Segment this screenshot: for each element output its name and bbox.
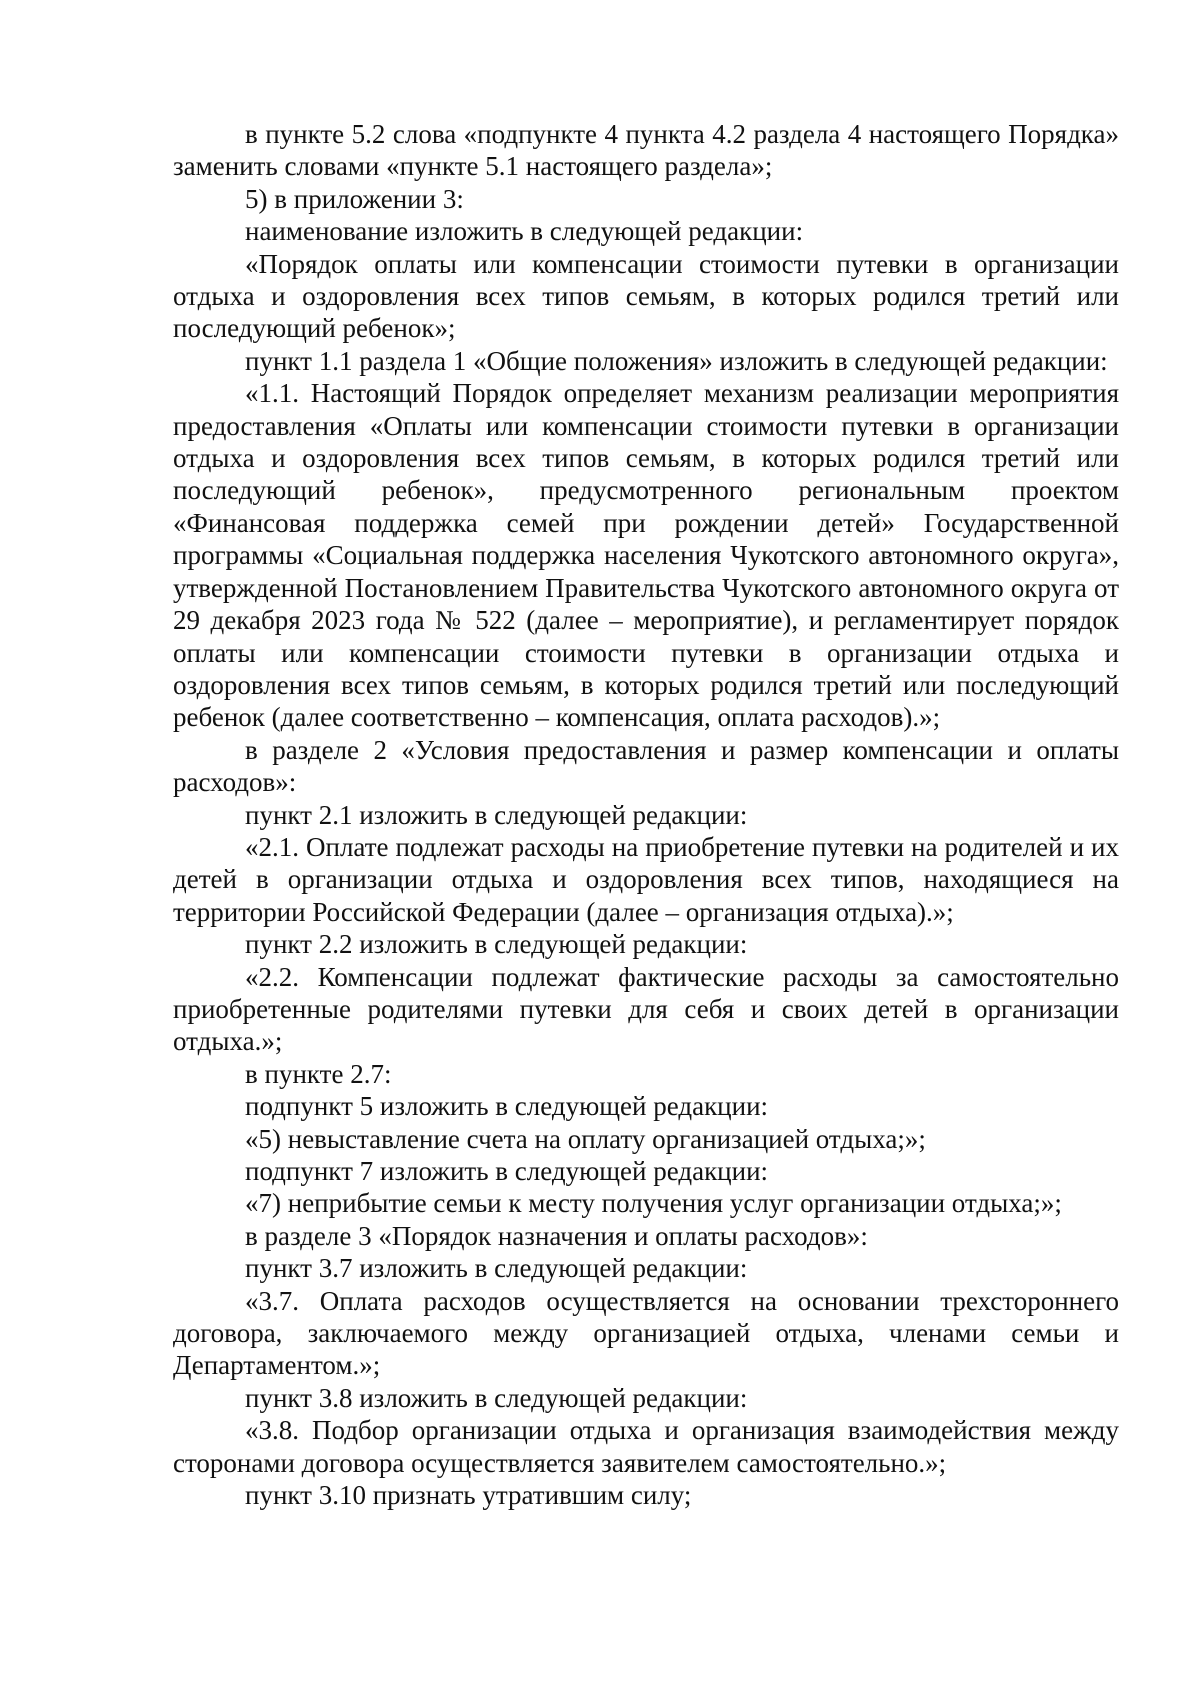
paragraph-21: «3.8. Подбор организации отдыха и организация взаимодействия между сторонами договора осуществляется заявителем самостоятельно.»; <box>173 1415 1119 1478</box>
paragraph-19: «3.7. Оплата расходов осуществляется на основании трехстороннего договора, заключаемого между организацией отдыха, членами семьи и Департаментом.»; <box>173 1285 1119 1381</box>
paragraph-8: пункт 2.1 изложить в следующей редакции: <box>245 799 748 830</box>
paragraph-14: «5) невыставление счета на оплату организацией отдыха;»; <box>245 1123 926 1154</box>
paragraph-4: «Порядок оплаты или компенсации стоимости путевки в организации отдыха и оздоровления всех типов семьям, в которых родился третий или последующий ребенок»; <box>173 248 1119 344</box>
paragraph-10: пункт 2.2 изложить в следующей редакции: <box>245 929 748 960</box>
paragraph-1: в пункте 5.2 слова «подпункте 4 пункта 4.2 раздела 4 настоящего Порядка» заменить словами «пункте 5.1 настоящего раздела»; <box>173 119 1119 182</box>
paragraph-12: в пункте 2.7: <box>245 1058 392 1089</box>
document-body <box>173 118 1119 1511</box>
paragraph-9: «2.1. Оплате подлежат расходы на приобретение путевки на родителей и их детей в организации отдыха и оздоровления всех типов, находящиеся на территории Российской Федерации (далее – организация отдыха).»; <box>173 831 1119 927</box>
paragraph-18: пункт 3.7 изложить в следующей редакции: <box>245 1253 748 1284</box>
paragraph-6: «1.1. Настоящий Порядок определяет механизм реализации мероприятия предоставления «Оплаты или компенсации стоимости путевки в организации отдыха и оздоровления всех типов семьям, в которых родился третий или последующий ребенок», предусмотренного региональным проектом «Финансовая поддержка семей при рождении детей» Государственной программы «Социальная поддержка населения Чукотского автономного округа», утвержденной Постановлением Правительства Чукотского автономного округа от 29 декабря 2023 года № 522 (далее – мероприятие), и регламентирует порядок оплаты или компенсации стоимости путевки в организации отдыха и оздоровления всех типов семьям, в которых родился третий или последующий ребенок (далее соответственно – компенсация, оплата расходов).»; <box>173 378 1119 733</box>
paragraph-13: подпункт 5 изложить в следующей редакции: <box>245 1091 769 1122</box>
paragraph-7: в разделе 2 «Условия предоставления и размер компенсации и оплаты расходов»: <box>173 734 1119 798</box>
paragraph-17: в разделе 3 «Порядок назначения и оплаты расходов»: <box>245 1220 868 1251</box>
paragraph-20: пункт 3.8 изложить в следующей редакции: <box>245 1382 748 1413</box>
paragraph-5: пункт 1.1 раздела 1 «Общие положения» изложить в следующей редакции: <box>245 345 1108 376</box>
paragraph-11: «2.2. Компенсации подлежат фактические расходы за самостоятельно приобретенные родителями путевки для себя и своих детей в организации отдыха.»; <box>173 961 1119 1057</box>
paragraph-22: пункт 3.10 признать утратившим силу; <box>245 1480 692 1511</box>
paragraph-15: подпункт 7 изложить в следующей редакции: <box>245 1156 769 1186</box>
paragraph-16: «7) неприбытие семьи к месту получения услуг организации отдыха;»; <box>245 1188 1062 1219</box>
paragraph-3: наименование изложить в следующей редакции: <box>245 216 804 247</box>
paragraph-2: 5) в приложении 3: <box>245 183 464 214</box>
